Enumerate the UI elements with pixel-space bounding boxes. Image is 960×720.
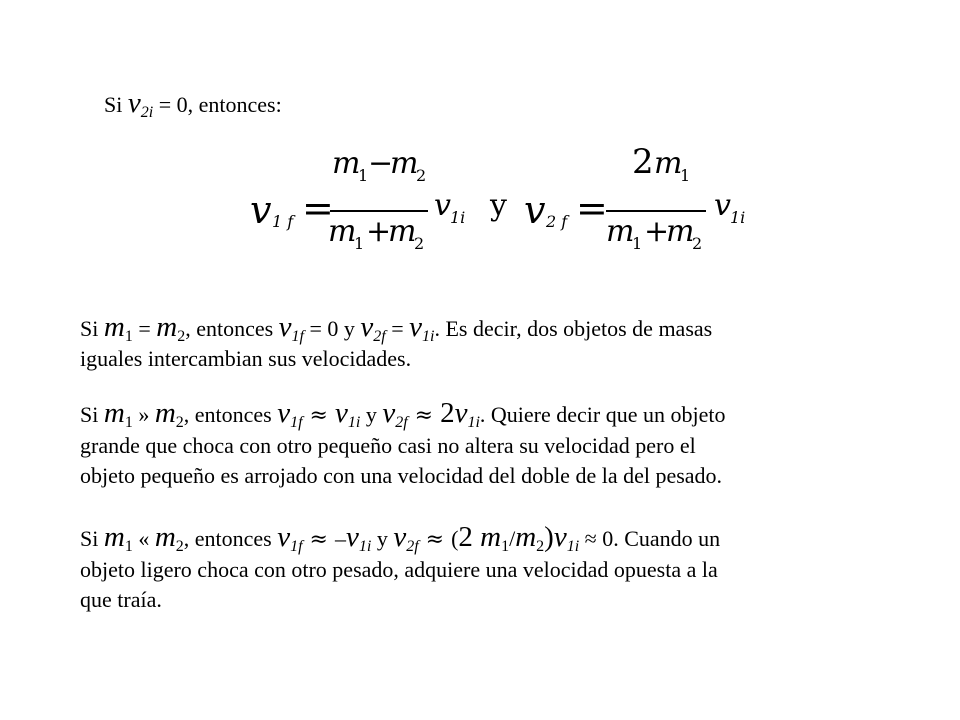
eq1-lhs-v: v: [250, 188, 272, 232]
eq1-num-m1: m: [332, 146, 361, 181]
eq2-den-sub1: 1: [632, 234, 643, 253]
eq1-tail-v: v: [434, 188, 451, 223]
eq1-num-sub1: 1: [358, 166, 369, 185]
p2-line2: grande que choca con otro pequeño casi no altera su velocidad pero el: [80, 433, 696, 458]
p3-line3: que traía.: [80, 587, 162, 612]
eq2-den-sub2: 2: [692, 234, 703, 253]
eq1-den-plus: +: [366, 214, 392, 249]
eq2-num-sub1: 1: [680, 166, 691, 185]
eq2-den-plus: +: [644, 214, 670, 249]
eq1-num-m2: m: [390, 146, 419, 181]
eq1-num-sub2: 2: [416, 166, 427, 185]
p3-line2: objeto ligero choca con otro pesado, adquiere una velocidad opuesta a la: [80, 557, 718, 582]
eq2-tail-sub: 1i: [730, 208, 746, 227]
eq1-lhs-sub: 1 f: [272, 212, 294, 231]
eq1-den-m1: m: [328, 214, 357, 249]
eq2-den-m1: m: [606, 214, 635, 249]
paragraph-heavy-light: [80, 398, 900, 491]
p2-line1: Si $m_1$ » $m_2$, entonces $v_{1f} \approx v_{1i}$ y $v_{2f} \approx 2v_{1i}$. Quiere decir que un objeto: [80, 397, 726, 431]
eq1-num-minus: −: [368, 146, 394, 181]
eq1-den-sub2: 2: [414, 234, 425, 253]
intro-line: Si $v_{2i} = 0$, entonces:: [104, 87, 282, 121]
p1-line1: Si $m_1 = m_2$, entonces $v_{1f} = 0$ y $v_{2f} = v_{1i}$. Es decir, dos objetos de masas: [80, 311, 713, 345]
eq2-fraction-bar: [606, 210, 706, 212]
eq2-equals: =: [576, 186, 608, 230]
eq1-equals: =: [302, 186, 334, 230]
eq1-den-m2: m: [388, 214, 417, 249]
eq1-fraction-bar: [330, 210, 428, 212]
eq2-den-m2: m: [666, 214, 695, 249]
eq2-num-coef: 2: [632, 142, 654, 182]
eq2-lhs-sub: 2 f: [546, 212, 568, 231]
eq1-tail-sub: 1i: [450, 208, 466, 227]
eq2-num-m1: m: [654, 146, 683, 181]
eq2-lhs-v: v: [524, 188, 546, 232]
conjunction-y: y: [490, 188, 507, 223]
collision-equations: [250, 142, 770, 260]
p3-line1: Si $m_1$ « $m_2$, entonces $v_{1f} \approx -v_{1i}$ y $v_{2f} \approx (2$ $m_1/m_2)v_{1i} \approx 0$. Cuando un: [80, 521, 721, 555]
paragraph-light-heavy: [80, 522, 900, 615]
p2-line3: objeto pequeño es arrojado con una velocidad del doble de la del pesado.: [80, 463, 723, 488]
eq1-den-sub1: 1: [354, 234, 365, 253]
paragraph-equal-masses: [80, 312, 900, 374]
eq2-tail-v: v: [714, 188, 731, 223]
p1-line2: iguales intercambian sus velocidades.: [80, 346, 412, 371]
